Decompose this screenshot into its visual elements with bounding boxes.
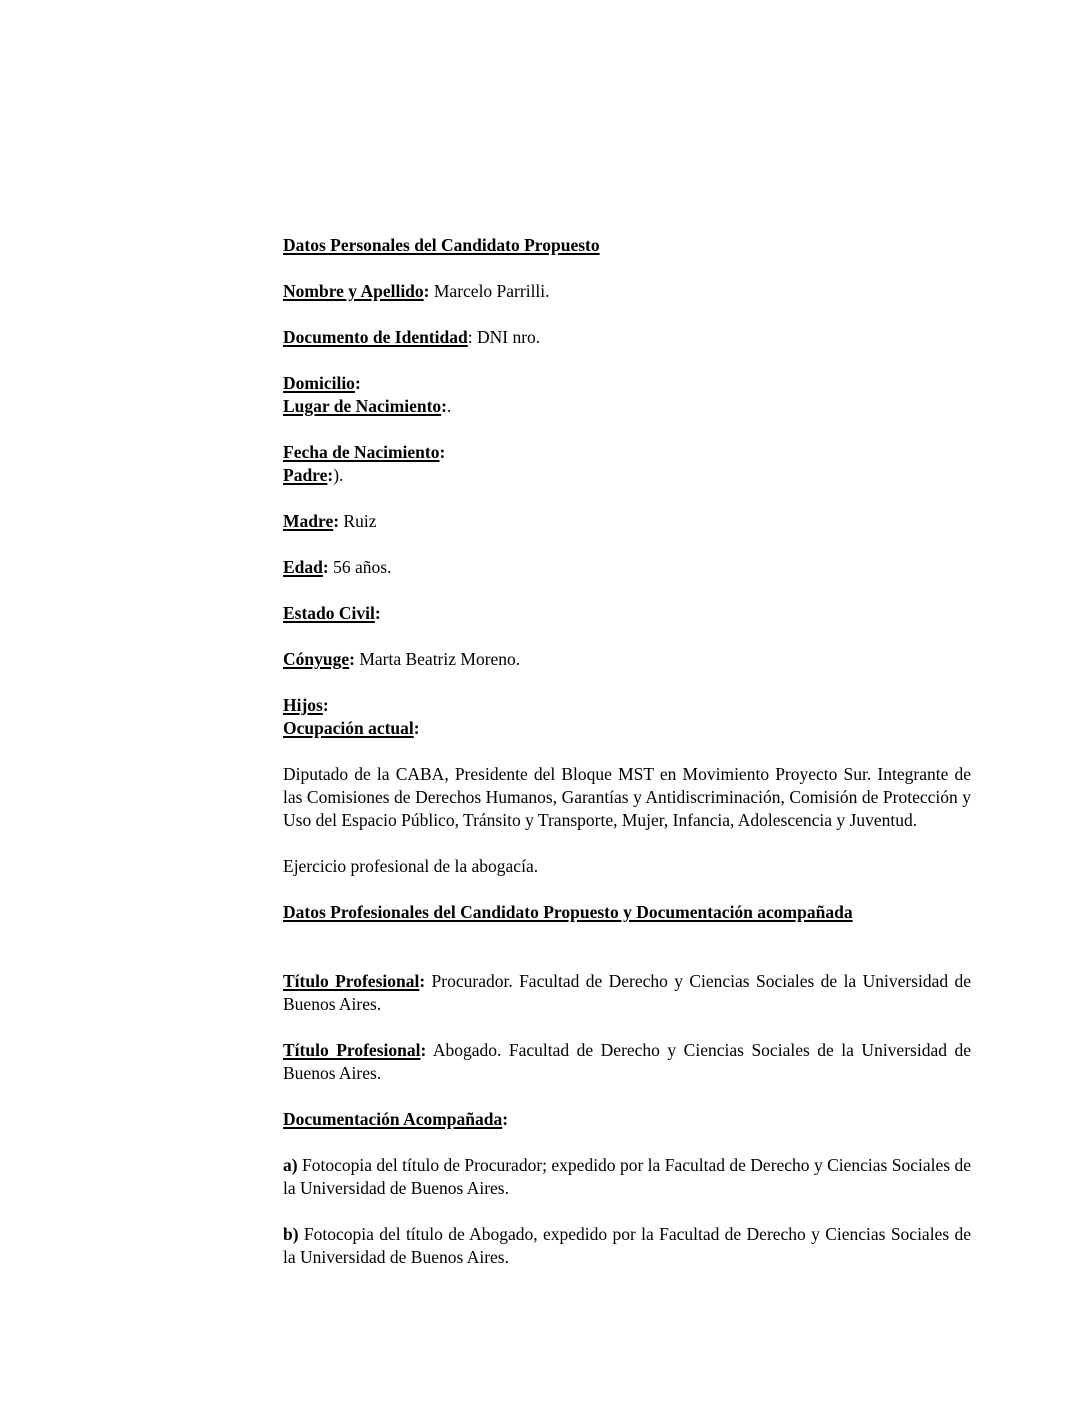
field-madre — [283, 510, 971, 533]
field-value-madre: Ruiz — [339, 511, 377, 531]
field-colon-conyuge: : — [349, 649, 355, 669]
field-label-titulo-2: Título Profesional — [283, 1040, 421, 1060]
field-label-padre: Padre — [283, 465, 328, 485]
field-value-documento: DNI nro. — [472, 327, 541, 347]
field-colon-titulo-2: : — [420, 1040, 427, 1060]
field-group-hijos-ocupacion — [283, 694, 971, 740]
list-item-a-text: Fotocopia del título de Procurador; expedido por la Facultad de Derecho y Ciencias Sociales de la Universidad de Buenos Aires. — [283, 1155, 971, 1198]
field-colon-titulo-1: : — [419, 971, 426, 991]
field-value-titulo-2: Abogado. Facultad de Derecho y Ciencias Sociales de la Universidad de Buenos Aires. — [283, 1040, 971, 1083]
field-label-edad: Edad — [283, 557, 323, 577]
field-label-documento: Documento de Identidad — [283, 327, 468, 347]
field-colon-ocupacion: : — [413, 718, 420, 738]
document-content — [283, 234, 971, 1292]
field-colon-estado-civil: : — [374, 603, 381, 623]
field-label-nombre: Nombre y Apellido — [283, 281, 424, 301]
field-domicilio — [283, 372, 971, 395]
field-estado-civil — [283, 602, 971, 625]
section-title-datos-profesionales: Datos Profesionales del Candidato Propuesto y Documentación acompañada — [283, 902, 853, 922]
field-lugar-nacimiento — [283, 395, 971, 418]
paragraph-ocupacion-detalle: Diputado de la CABA, Presidente del Bloque MST en Movimiento Proyecto Sur. Integrante de las Comisiones de Derechos Humanos, Garantías y Antidiscriminación, Comisión de Protección y Uso del Espacio Público, Tránsito y Transporte, Mujer, Infancia, Adolescencia y Juventud. — [283, 764, 971, 830]
list-item-b — [283, 1223, 971, 1269]
field-label-lugar: Lugar de Nacimiento — [283, 396, 442, 416]
field-label-estado-civil: Estado Civil — [283, 603, 375, 623]
field-fecha-nacimiento — [283, 441, 971, 464]
paragraph-ejercicio-profesional: Ejercicio profesional de la abogacía. — [283, 856, 539, 876]
field-label-ocupacion: Ocupación actual — [283, 718, 414, 738]
field-edad — [283, 556, 971, 579]
field-colon-lugar: : — [441, 396, 447, 416]
field-colon-padre: : — [327, 465, 334, 485]
field-ocupacion-actual — [283, 717, 971, 740]
field-value-titulo-1: Procurador. Facultad de Derecho y Ciencias Sociales de la Universidad de Buenos Aires. — [283, 971, 971, 1014]
list-item-a — [283, 1154, 971, 1200]
field-label-domicilio: Domicilio — [283, 373, 355, 393]
field-value-padre: ). — [333, 465, 344, 485]
field-conyuge — [283, 648, 971, 671]
field-hijos — [283, 694, 971, 717]
heading-documentacion-acompanada — [283, 1108, 971, 1131]
field-colon-documento: : — [467, 327, 473, 347]
field-group-fecha-padre — [283, 441, 971, 487]
list-item-b-marker: b) — [283, 1224, 299, 1244]
field-label-conyuge: Cónyuge — [283, 649, 350, 669]
field-padre — [283, 464, 971, 487]
field-colon-fecha: : — [439, 442, 446, 462]
field-documento-identidad — [283, 326, 971, 349]
field-label-hijos: Hijos — [283, 695, 323, 715]
field-label-fecha: Fecha de Nacimiento — [283, 442, 440, 462]
field-nombre-apellido — [283, 280, 971, 303]
field-label-titulo-1: Título Profesional — [283, 971, 420, 991]
field-colon-nombre: : — [423, 281, 430, 301]
field-colon-edad: : — [322, 557, 329, 577]
paragraph-titulo-profesional-1 — [283, 970, 971, 1016]
field-value-lugar: . — [446, 396, 452, 416]
section-title-datos-personales: Datos Personales del Candidato Propuesto — [283, 235, 600, 255]
field-colon-domicilio: : — [354, 373, 361, 393]
paragraph-titulo-profesional-2 — [283, 1039, 971, 1085]
field-value-nombre: Marcelo Parrilli. — [429, 281, 550, 301]
field-value-conyuge: Marta Beatriz Moreno. — [354, 649, 521, 669]
field-value-edad: 56 años. — [328, 557, 392, 577]
list-item-b-text: Fotocopia del título de Abogado, expedido por la Facultad de Derecho y Ciencias Sociales de la Universidad de Buenos Aires. — [283, 1224, 971, 1267]
field-colon-madre: : — [333, 511, 340, 531]
heading-colon-documentacion: : — [502, 1109, 509, 1129]
field-label-madre: Madre — [283, 511, 334, 531]
field-group-domicilio-lugar — [283, 372, 971, 418]
heading-label-documentacion: Documentación Acompañada — [283, 1109, 503, 1129]
field-colon-hijos: : — [322, 695, 329, 715]
list-item-a-marker: a) — [283, 1155, 298, 1175]
